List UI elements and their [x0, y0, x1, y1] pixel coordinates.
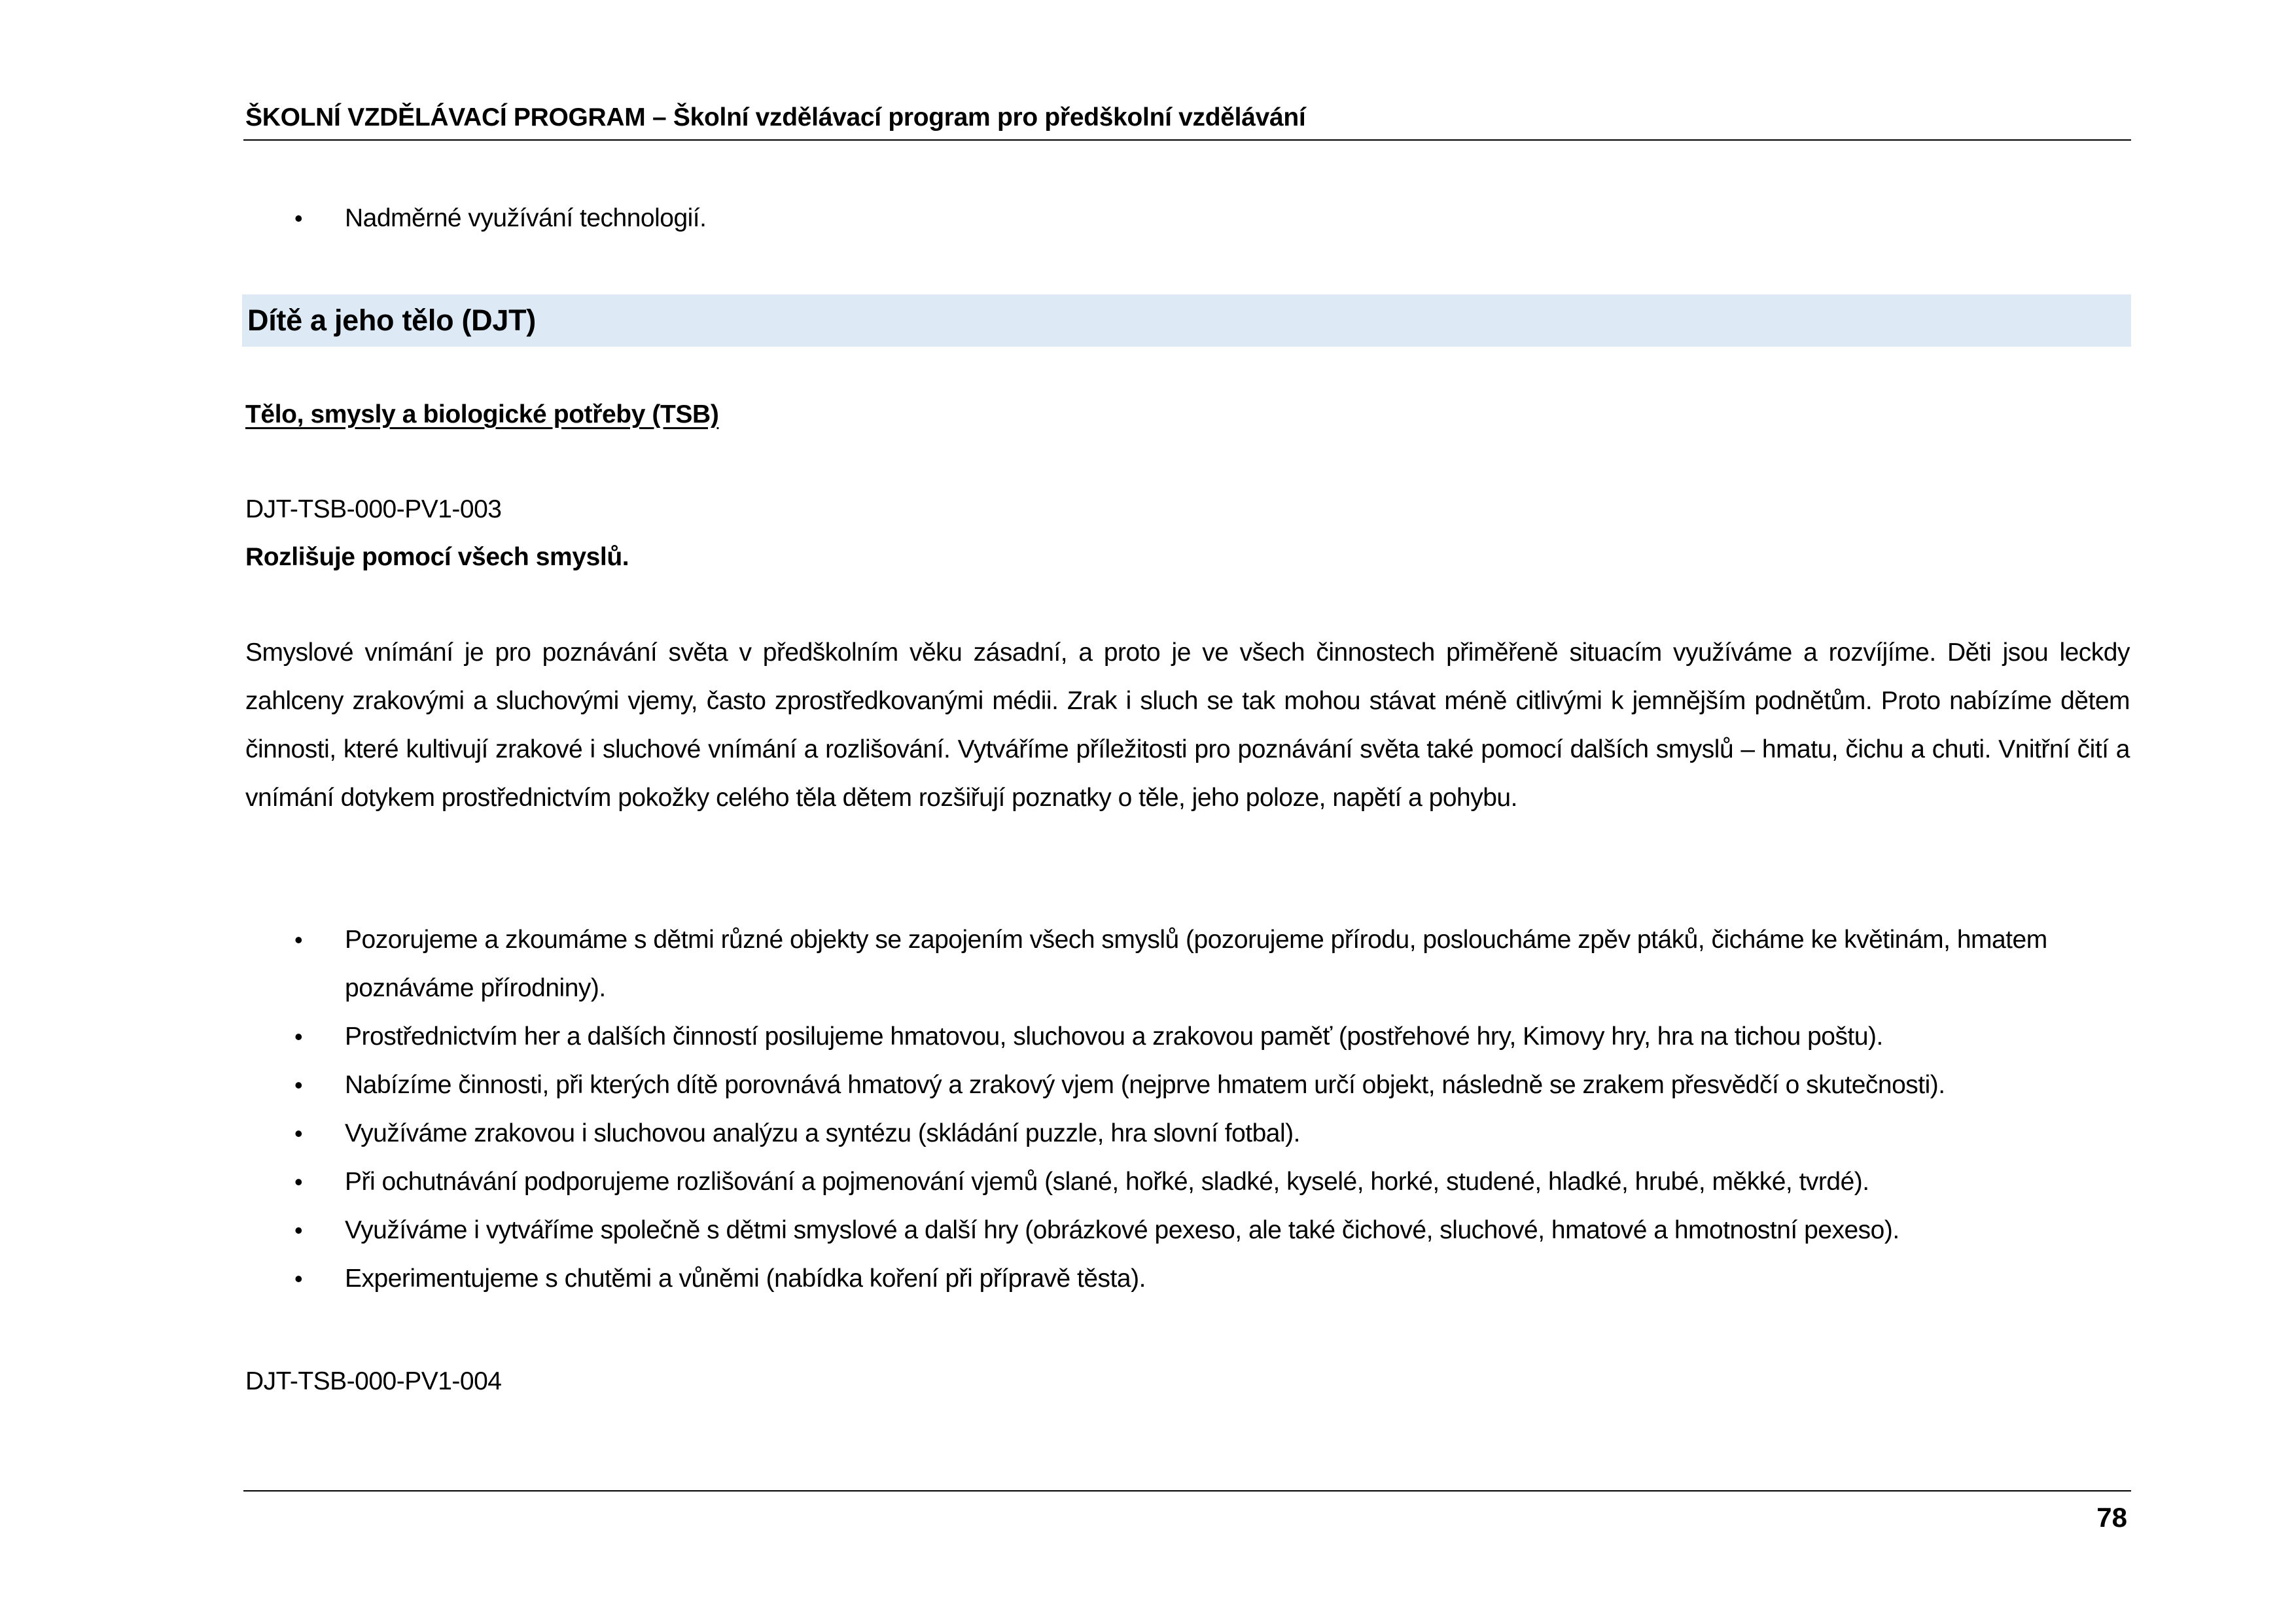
goal-code: DJT-TSB-000-PV1-004 — [245, 1367, 502, 1395]
goal-code: DJT-TSB-000-PV1-003 — [245, 495, 502, 523]
list-item — [245, 1109, 2130, 1158]
list-item-text: Využíváme i vytváříme společně s dětmi smyslové a další hry (obrázkové pexeso, ale také čichové, sluchové, hmatové a hmotnostní pexeso). — [345, 1216, 1899, 1244]
bullet-icon: • — [294, 1023, 303, 1050]
list-item-text: Pozorujeme a zkoumáme s dětmi různé objekty se zapojením všech smyslů (pozorujeme přírodu, posloucháme zpěv ptáků, čicháme ke květinám, hmatem poznáváme přírodniny). — [345, 926, 2047, 1002]
page-header-title: ŠKOLNÍ VZDĚLÁVACÍ PROGRAM – Školní vzdělávací program pro předškolní vzdělávání — [245, 103, 1306, 131]
bullet-icon: • — [294, 205, 303, 232]
list-item-text: Prostřednictvím her a dalších činností posilujeme hmatovou, sluchovou a zrakovou paměť (postřehové hry, Kimovy hry, hra na tichou poštu). — [345, 1022, 1883, 1051]
list-item-text: Experimentujeme s chutěmi a vůněmi (nabídka koření při přípravě těsta). — [345, 1265, 1146, 1293]
bullet-icon: • — [294, 1168, 303, 1195]
top-bullet-list — [245, 194, 2130, 243]
list-item — [245, 1061, 2130, 1109]
footer-divider — [243, 1490, 2131, 1492]
bullet-icon: • — [294, 1265, 303, 1292]
list-item — [245, 1013, 2130, 1061]
subsection-heading: Tělo, smysly a biologické potřeby (TSB) — [245, 400, 719, 428]
section-heading: Dítě a jeho tělo (DJT) — [247, 304, 536, 337]
list-item — [245, 194, 2130, 243]
bullet-icon: • — [294, 1120, 303, 1147]
page-number: 78 — [2096, 1502, 2127, 1533]
list-item-text: Při ochutnávání podporujeme rozlišování a pojmenování vjemů (slané, hořké, sladké, kyselé, horké, studené, hladké, hrubé, měkké, tvrdé). — [345, 1168, 1869, 1196]
goal-title: Rozlišuje pomocí všech smyslů. — [245, 543, 629, 571]
list-item-text: Nadměrné využívání technologií. — [345, 204, 707, 232]
bullet-icon: • — [294, 1217, 303, 1244]
body-paragraph: Smyslové vnímání je pro poznávání světa v předškolním věku zásadní, a proto je ve všech činnostech přiměřeně situacím využíváme a rozvíjíme. Děti jsou leckdy zahlceny zrakovými a sluchovými vjemy, často zprostředkovanými médii. Zrak i sluch se tak mohou stávat méně citlivými k jemnějším podnětům. Proto nabízíme dětem činnosti, které kultivují zrakové i sluchové vnímání a rozlišování. Vytváříme příležitosti pro poznávání světa také pomocí dalších smyslů – hmatu, čichu a chuti. Vnitřní čití a vnímání dotykem prostřednictvím pokožky celého těla dětem rozšiřují poznatky o těle, jeho poloze, napětí a pohybu. — [245, 638, 2130, 812]
activity-bullet-list — [245, 916, 2130, 1303]
list-item — [245, 916, 2130, 1013]
list-item-text: Nabízíme činnosti, při kterých dítě porovnává hmatový a zrakový vjem (nejprve hmatem určí objekt, následně se zrakem přesvědčí o skutečnosti). — [345, 1071, 1945, 1099]
bullet-icon: • — [294, 1072, 303, 1098]
list-item — [245, 1158, 2130, 1206]
header-divider — [243, 139, 2131, 141]
list-item — [245, 1206, 2130, 1255]
list-item-text: Využíváme zrakovou i sluchovou analýzu a syntézu (skládání puzzle, hra slovní fotbal). — [345, 1119, 1300, 1147]
list-item — [245, 1255, 2130, 1303]
bullet-icon: • — [294, 926, 303, 953]
